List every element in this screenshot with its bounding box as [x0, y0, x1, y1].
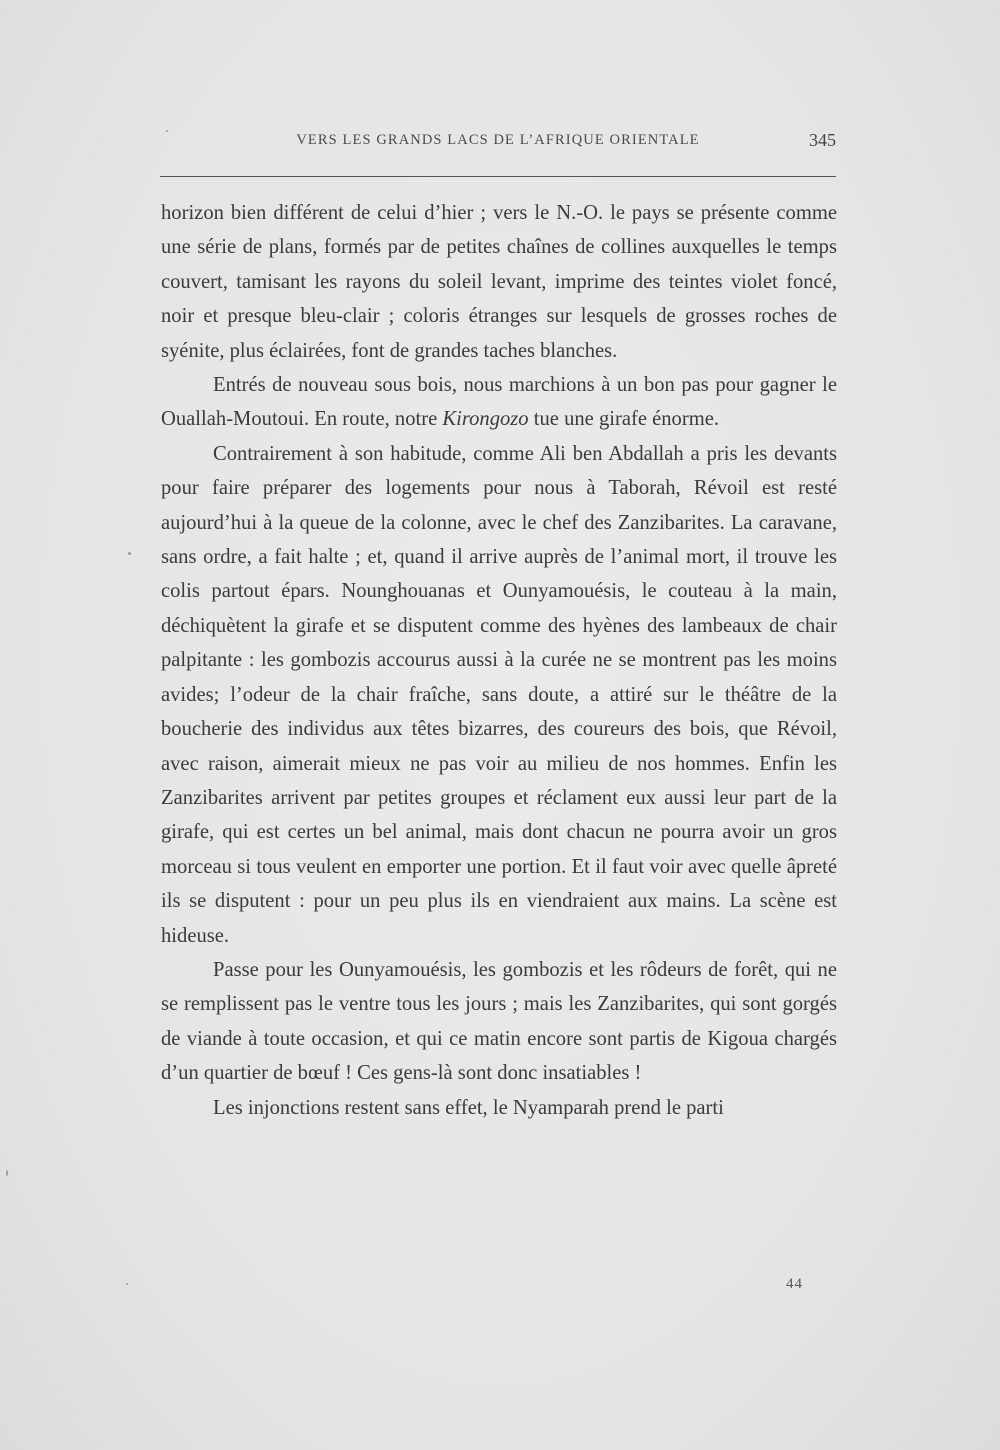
running-title: VERS LES GRANDS LACS DE L’AFRIQUE ORIENTALE [296, 132, 700, 148]
signature-mark: 44 [786, 1276, 803, 1292]
paper-speck [6, 1170, 8, 1176]
italic-term: Kirongozo [442, 408, 529, 431]
paragraph-1: horizon bien différent de celui d’hier ; vers le N.-O. le pays se présente comme une série de plans, formés par de petites chaînes de collines auxquelles le temps couvert, tamisant les rayons du soleil levant, imprime des teintes violet foncé, noir et presque bleu-clair ; coloris étranges sur lesquels de grosses roches de syénite, plus éclairées, font de grandes taches blanches. [161, 202, 837, 362]
paragraph-4: Passe pour les Ounyamouésis, les gombozis et les rôdeurs de forêt, qui ne se remplissent pas le ventre tous les jours ; mais les Zanzibarites, qui sont gorgés de viande à toute occasion, et qui ce matin encore sont partis de Kigoua chargés d’un quartier de bœuf ! Ces gens-là sont donc insatiables ! [161, 958, 837, 1085]
paragraph-2-end: tue une girafe énorme. [528, 408, 720, 431]
paragraph-5: Les injonctions restent sans effet, le Nyamparah prend le parti [213, 1096, 724, 1119]
paragraph-3: Contrairement à son habitude, comme Ali ben Abdallah a pris les devants pour faire préparer des logements pour nous à Taborah, Révoil est resté aujourd’hui à la queue de la colonne, avec le chef des Zanzibarites. La caravane, sans ordre, a fait halte ; et, quand il arrive auprès de l’animal mort, il trouve les colis partout épars. Nounghouanas et Ounyamouésis, le couteau à la main, déchiquètent la girafe et se disputent comme des hyènes des lambeaux de chair palpitante : les gombozis accourus aussi à la curée ne se montrent pas les moins avides; l’odeur de la chair fraîche, sans doute, a attiré sur le théâtre de la boucherie des individus aux têtes bizarres, des coureurs des bois, que Révoil, avec raison, aimerait mieux ne pas voir au milieu de nos hommes. Enfin les Zanzibarites arrivent par petites groupes et réclament eux aussi leur part de la girafe, qui est certes un bel animal, mais dont chacun ne pourra avoir un gros morceau si tous veulent en emporter une portion. Et il faut voir avec quelle âpreté ils se disputent : pour un peu plus ils en viendraient aux mains. La scène est hideuse. [161, 442, 837, 947]
paper-speck [128, 552, 131, 555]
header-rule [160, 176, 836, 177]
page-header [160, 132, 836, 156]
paragraph-2-start: Entrés de nouveau sous bois, nous marchions à un bon pas pour gagner le Ouallah-Moutoui. En route, notre [161, 374, 837, 431]
page-number: 345 [809, 130, 836, 150]
paper-speck [166, 130, 168, 132]
paper-speck [126, 1283, 128, 1285]
paragraph-2 [161, 368, 837, 437]
body-text [161, 196, 837, 1125]
